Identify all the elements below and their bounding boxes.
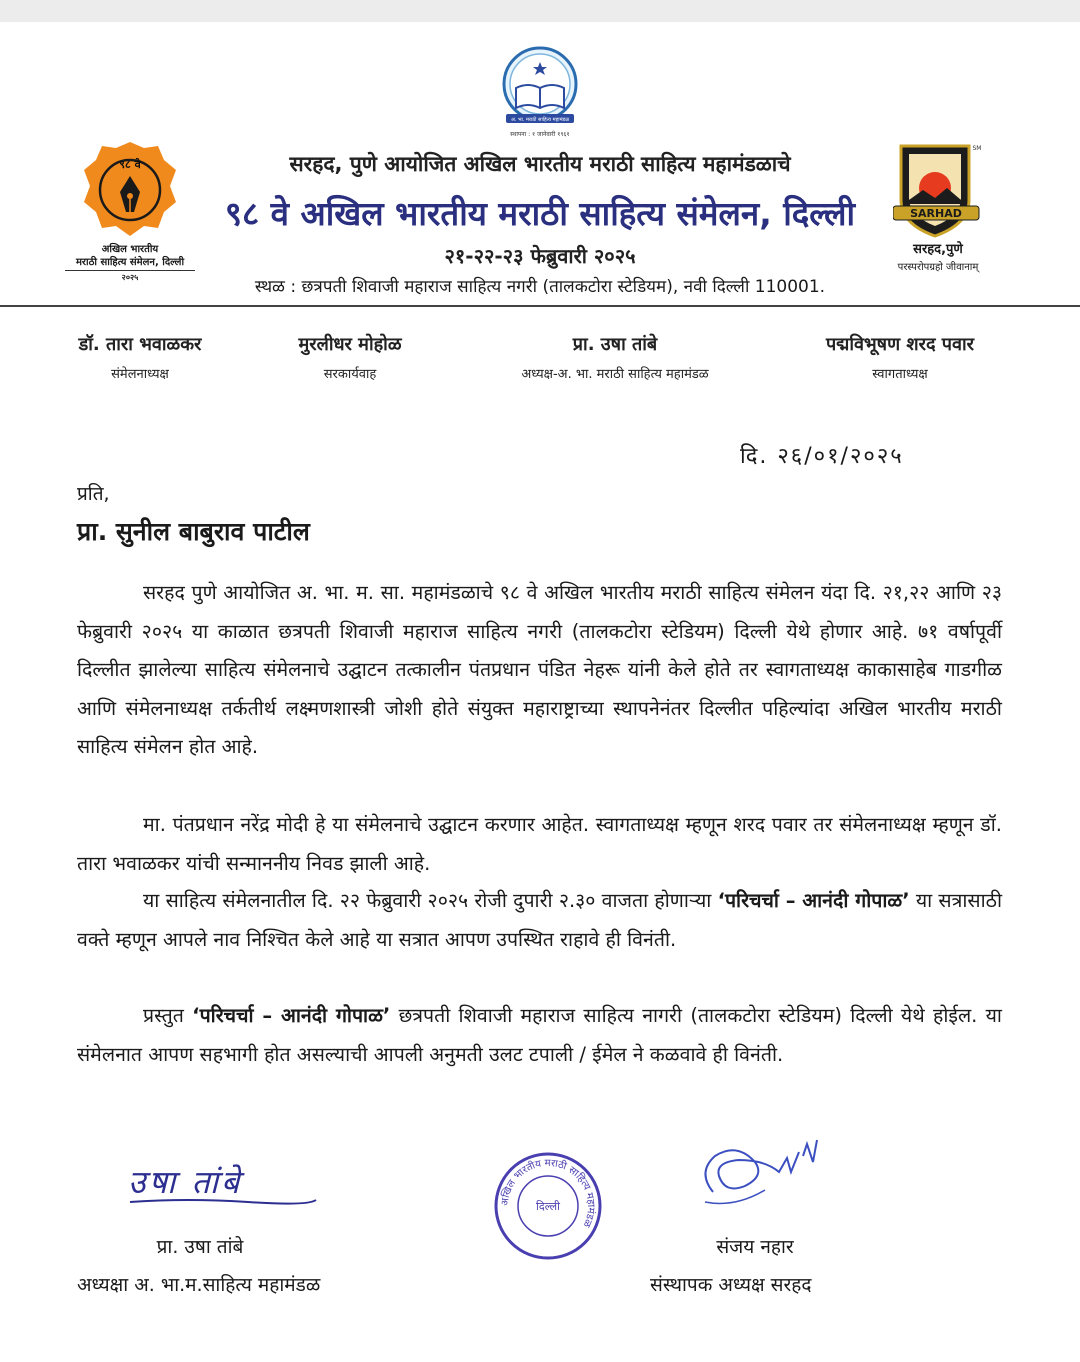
stamp-center-text: दिल्ली <box>536 1200 560 1213</box>
event-dates: २१-२२-२३ फेब्रुवारी २०२५ <box>444 244 636 268</box>
officer-role: स्वागताध्यक्ष <box>872 367 928 382</box>
officer-role: अध्यक्ष-अ. भा. मराठी साहित्य महामंडळ <box>521 367 709 382</box>
officer-name: पद्मविभूषण शरद पवार <box>825 334 975 355</box>
venue-line: स्थळ : छत्रपती शिवाजी महाराज साहित्य नगरी (तालकटोरा स्टेडियम), नवी दिल्ली 110001. <box>254 277 826 297</box>
sm-mark: SM <box>972 145 982 152</box>
left-signature-underline <box>128 1196 318 1206</box>
right-signature <box>695 1132 835 1212</box>
sarhad-tagline: परस्परोपग्रहो जीवानाम् <box>897 262 979 273</box>
right-signatory-role: संस्थापक अध्यक्ष सरहद <box>650 1274 812 1296</box>
right-logo-caption <box>878 241 998 277</box>
officer-reception-chair <box>790 332 1010 382</box>
mahamandal-logo <box>484 44 596 144</box>
paragraph-2: मा. पंतप्रधान नरेंद्र मोदी हे या संमेलनाचे उद्घाटन करणार आहेत. स्वागताध्यक्ष म्हणून शरद पवार तर संमेलनाध्यक्ष म्हणून डॉ. तारा भवाळकर यांची सन्माननीय निवड झाली आहे. <box>77 813 1002 875</box>
paragraph-4-text-end: छत्रपती शिवाजी महाराज साहित्य नागरी (तालकटोरा स्टेडियम) दिल्ली येथे होईल. या संमेलनात आपण सहभागी होत असल्याची आपली अनुमती उलट टपाली / ईमेल ने कळवावे ही विनंती. <box>77 1004 1002 1066</box>
session-title: ‘परिचर्चा – आनंदी गोपाळ’ <box>717 889 910 912</box>
center-logo-band: अ. भा. मराठी साहित्य महामंडळ <box>510 117 570 123</box>
left-logo-caption-1: अखिल भारतीय <box>101 244 159 255</box>
paragraph-4 <box>77 997 1002 1074</box>
letter-date: दि. २६/०१/२०२५ <box>740 444 904 469</box>
officer-name: मुरलीधर मोहोळ <box>298 334 402 355</box>
stamp-ring-text: अखिल भारतीय मराठी साहित्य महामंडळ <box>499 1157 597 1229</box>
paragraph-3-text: या साहित्य संमेलनातील दि. २२ फेब्रुवारी २०२५ रोजी दुपारी २.३० वाजता होणाऱ्या <box>143 889 718 912</box>
officer-role: संमेलनाध्यक्ष <box>111 367 169 382</box>
officer-secretary <box>260 332 440 382</box>
left-signatory-role: अध्यक्षा अ. भा.म.साहित्य महामंडळ <box>77 1274 321 1296</box>
organizer-line: सरहद, पुणे आयोजित अखिल भारतीय मराठी साहित्य महामंडळाचे <box>289 152 791 176</box>
event-title: ९८ वे अखिल भारतीय मराठी साहित्य संमेलन, दिल्ली <box>224 194 856 233</box>
session-title: ‘परिचर्चा – आनंदी गोपाळ’ <box>192 1004 391 1027</box>
left-logo-caption-3: २०२५ <box>65 270 195 284</box>
paragraph-1: सरहद पुणे आयोजित अ. भा. म. सा. महामंडळाचे ९८ वे अखिल भारतीय मराठी साहित्य संमेलन यंदा दि. २१,२२ आणि २३ फेब्रुवारी २०२५ या काळात छत्रपती शिवाजी महाराज साहित्य नगरी (तालकटोरा स्टेडियम) दिल्ली येथे होणार आहे. ७१ वर्षापूर्वी दिल्लीत झालेल्या साहित्य संमेलनाचे उद्घाटन तत्कालीन पंतप्रधान पंडित नेहरू यांनी केले होते तर स्वागताध्यक्ष काकासाहेब गाडगीळ आणि संमेलनाध्यक्ष तर्कतीर्थ लक्ष्मणशास्त्री जोशी होते संयुक्त महाराष्ट्राच्या स्थापनेनंतर दिल्लीत पहिल्यांदा अखिल भारतीय मराठी साहित्य संमेलन होत आहे. <box>77 581 1002 758</box>
header-divider <box>0 305 1080 307</box>
paragraph-3 <box>77 882 1002 959</box>
mahamandal-stamp <box>492 1150 604 1262</box>
officer-president <box>50 332 230 382</box>
left-signatory-name: प्रा. उषा तांबे <box>156 1236 244 1258</box>
left-logo-badge: ९८ वे <box>119 158 141 171</box>
center-logo-caption: स्थापना : १ जानेवारी १९६१ <box>510 131 570 138</box>
sarhad-name: सरहद,पुणे <box>913 242 963 257</box>
left-signature: उषा तांबे <box>128 1163 243 1201</box>
paragraph-3-text-end: या सत्रासाठी वक्ते म्हणून आपले नाव निश्चित केले आहे या सत्रात आपण उपस्थित राहावे ही विनंती. <box>77 889 1003 951</box>
officer-role: सरकार्यवाह <box>323 367 377 382</box>
paragraph-4-text: प्रस्तुत <box>143 1004 193 1027</box>
officer-mahamandal-president <box>470 332 760 382</box>
salutation: प्रति, <box>77 483 110 505</box>
top-strip <box>0 0 1080 22</box>
right-signatory-name: संजय नहार <box>716 1236 794 1258</box>
left-logo-caption <box>55 243 205 284</box>
left-logo-caption-2: मराठी साहित्य संमेलन, दिल्ली <box>75 257 185 268</box>
officer-name: डॉ. तारा भवाळकर <box>78 334 202 355</box>
sarhad-badge-text: SARHAD <box>910 207 962 220</box>
recipient-name: प्रा. सुनील बाबुराव पाटील <box>77 517 310 546</box>
officer-name: प्रा. उषा तांबे <box>572 334 658 355</box>
